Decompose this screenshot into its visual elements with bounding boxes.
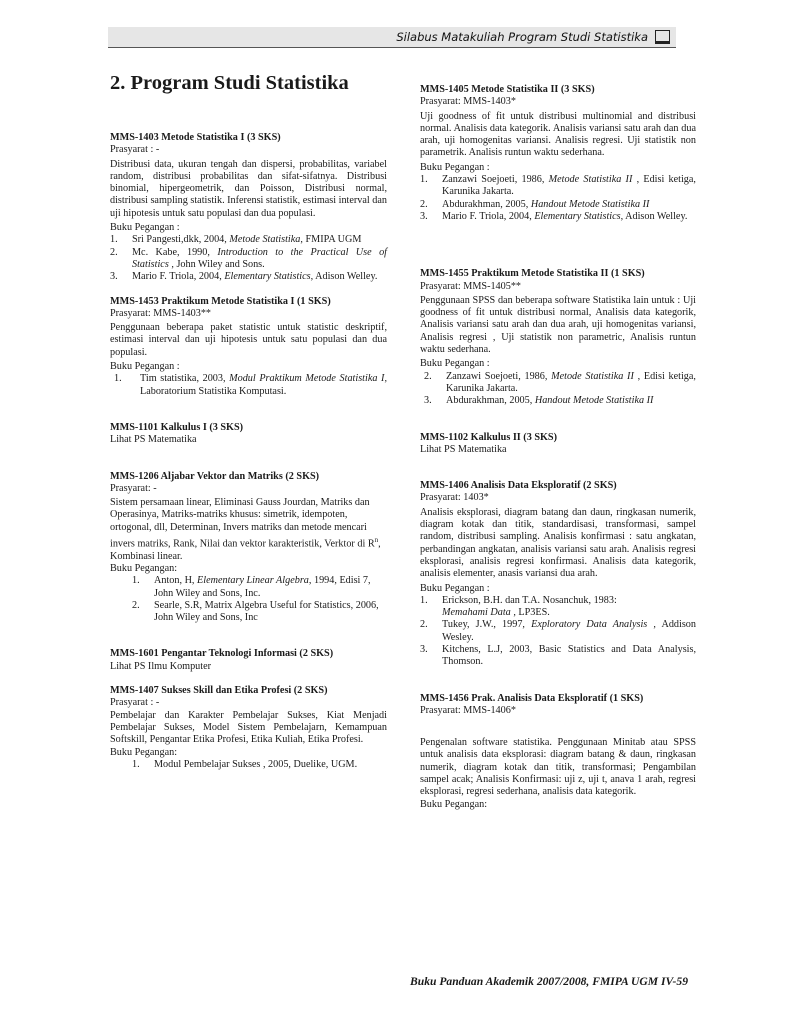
course-description: Pembelajar dan Karakter Pembelajar Sukses, Kiat Menjadi Pembelajar Sukses, Model Sistem Pembelajarn, Kemampuan Softskill, Pengantar Etika Profesi, Etika Kuliah, Etika Profesi. [110,709,387,746]
books-label: Buku Pegangan: [110,746,178,758]
course-mms-1406 [420,480,696,668]
course-mms-1407 [110,685,387,771]
course-title: MMS-1206 Aljabar Vektor dan Matriks (2 SKS) [110,470,320,482]
book-item [420,595,696,620]
page-footer: Buku Panduan Akademik 2007/2008, FMIPA UGM IV-59 [410,975,688,988]
book-title: Metode Statistika II [548,174,633,186]
course-title: MMS-1456 Prak. Analisis Data Eksploratif (1 SKS) [420,692,644,704]
book-publisher: Adison Welley. [623,210,688,222]
book-number: 3. [424,395,432,407]
book-list [420,371,696,408]
books-label: Buku Pegangan: [110,563,178,574]
course-title: MMS-1101 Kalkulus I (3 SKS) [110,421,244,433]
book-text: Searle, S.R, Matrix Algebra Useful for Statistics, 2006, John Wiley and Sons, Inc [154,599,379,624]
book-title: Elementary Statistics, [224,271,314,283]
course-mms-1601 [110,648,387,673]
book-title: Metode Statistika [229,234,301,246]
book-item [420,371,696,396]
right-column [420,84,696,811]
book-item [420,644,696,669]
book-number: 3. [420,210,428,222]
book-publisher: , Edisi ketiga, Karunika Jakarta. [446,370,696,394]
book-number: 1. [132,758,140,770]
book-title: Handout Metode Statistika II [530,198,650,210]
book-item [110,373,387,398]
course-prerequisite: Prasyarat: MMS-1403** [110,307,212,319]
course-prerequisite: Lihat PS Ilmu Komputer [110,660,212,672]
book-publisher: , Addison Wesley. [442,619,696,643]
course-description: Distribusi data, ukuran tengah dan dispersi, probabilitas, variabel random, distribusi probabilitas dan sifat-sifatnya. Distribusi binomial, hipergeometrik, dan Poisson, Distribusi normal, distribusi sampling statistik. Inferensi statistik, estimasi interval dan uji hipotesis untuk satu populasi dan dua populasi. [110,158,388,219]
course-description: Analisis eksplorasi, diagram batang dan daun, ringkasan numerik, diagram kotak dan titik, standardisasi, transformasi, sampel random, distribusi sampling. Analisis konfirmasi : satu angkatan, perbandingan angkatan, analisis variansi satu arah. Analisis regresi eksplorasi, analisis regresi konfirmasi. Analisis data kategorik, analisis elementer, anasis variansi dua arah. [420,506,696,580]
course-mms-1102 [420,432,696,457]
book-number: 2. [420,619,428,631]
description-text: , Kombinasi linear. [110,538,381,562]
book-publisher: , John Wiley and Sons. [168,258,265,270]
book-list [110,575,387,624]
header-title: Silabus Matakuliah Program Studi Statistika [396,30,648,44]
course-description: Penggunaan beberapa paket statistic untuk statistic deskriptif, estimasi interval dan uji hipotesis untuk satu populasi dan dua populasi. [110,322,387,358]
book-title: Handout Metode Statistika II [534,395,654,407]
book-author: Sri Pangesti,dkk, 2004, [132,234,230,246]
book-publisher: , LP3ES. [510,607,550,619]
book-title: Introduction to the Practical Use of Statistics [132,246,387,270]
course-title: MMS-1601 Pengantar Teknologi Informasi (2 SKS) [110,648,334,660]
course-title: MMS-1407 Sukses Skill dan Etika Profesi (2 SKS) [110,685,328,697]
book-publisher: Laboratorium Statistika Komputasi. [140,385,287,397]
book-number: 3. [420,643,428,655]
book-publisher: , 1994, Edisi 7, John Wiley and Sons, Inc. [154,575,371,599]
book-author: Anton, H, [154,575,198,587]
book-author: Mc. Kabe, 1990, [132,246,218,258]
course-mms-1456 [420,693,696,811]
book-author: Erickson, B.H. dan T.A. Nosanchuk, 1983: [442,594,617,606]
book-number: 2. [132,599,140,611]
books-label: Buku Pegangan: [420,798,488,810]
book-title: Memahami Data [442,607,511,619]
course-description: Uji goodness of fit untuk distribusi multinomial and distribusi normal. Analisis data kategorik. Analisis variansi satu arah dan dua arah, uji homogenitas variansi. Analisis regresi. Uji statistik non parametrik. Analisis runtun waktu sederhana. [420,110,696,159]
course-mms-1453 [110,296,387,398]
course-title: MMS-1405 Metode Statistika II (3 SKS) [420,84,595,95]
course-prerequisite: Prasyarat: 1403* [420,492,489,504]
laptop-icon [655,30,670,44]
book-publisher: , Edisi ketiga, Karunika Jakarta. [442,174,696,198]
course-mms-1405 [420,84,696,223]
book-number: 2. [420,198,428,210]
book-item [110,234,387,246]
book-number: 1. [110,234,118,246]
book-item [110,247,387,272]
book-item [110,575,387,600]
course-title: MMS-1102 Kalkulus II (3 SKS) [420,431,557,443]
book-number: 1. [420,594,428,606]
book-list [110,234,387,283]
running-header [108,27,676,48]
book-author: Zanzawi Soejoeti, 1986, [446,370,552,382]
book-author: Zanzawi Soejoeti, 1986, [442,174,549,186]
book-list [110,373,387,398]
book-number: 1. [114,373,122,385]
book-number: 1. [132,575,140,587]
book-text: Modul Pembelajar Sukses , 2005, Duelike, UGM. [154,758,358,770]
book-title: Exploratory Data Analysis [531,619,648,631]
course-title: MMS-1455 Praktikum Metode Statistika II (1 SKS) [420,268,645,280]
book-publisher: , FMIPA UGM [300,234,362,246]
course-description [110,497,387,563]
course-prerequisite: Prasyarat : - [110,697,160,709]
book-item [420,199,696,211]
course-prerequisite: Prasyarat: MMS-1405** [420,280,522,292]
book-author: Mario F. Triola, 2004, [132,271,225,283]
book-number: 2. [110,246,118,258]
course-prerequisite: Prasyarat: - [110,482,157,494]
book-list [110,759,387,771]
left-column [110,72,387,771]
description-text: Sistem persamaan linear, Eliminasi Gauss Jourdan, Matriks dan Operasinya, Matriks-matriks khusus: simetrik, idempoten, ortogonal, dll, Determinan, Invers matriks dan metode mencari invers matriks, Rank, Nilai dan vektor karakteristik, Verktor di R [110,497,375,550]
course-mms-1206 [110,471,387,625]
book-author: Tukey, J.W., 1997, [442,619,532,631]
superscript: n [374,536,379,545]
course-description: Penggunaan SPSS dan beberapa software Statistika lain untuk : Uji goodness of fit untuk distribusi normal, Analisis data kategorik, Analisis variansi satu arah dan dua arah, uji homogenitas variansi, Analisis regresi , Uji statistik non parametric, Analisis runtun waktu sederhana. [420,294,696,356]
book-publisher: Adison Welley. [313,271,378,283]
course-title: MMS-1406 Analisis Data Eksploratif (2 SKS) [420,480,617,492]
course-prerequisite: Prasyarat : - [110,144,160,156]
book-author: Abdurakhman, 2005, [446,395,535,407]
books-label: Buku Pegangan : [420,358,490,370]
book-number: 2. [424,370,432,382]
book-author: Mario F. Triola, 2004, [442,210,535,222]
page-title: 2. Program Studi Statistika [110,72,349,94]
book-title: Metode Statistika II [551,370,634,382]
course-prerequisite: Prasyarat: MMS-1406* [420,704,516,716]
course-title: MMS-1453 Praktikum Metode Statistika I (1 SKS) [110,295,331,307]
book-list [420,174,696,223]
course-mms-1101 [110,422,387,447]
course-prerequisite: Lihat PS Matematika [420,443,507,455]
book-author: Abdurakhman, 2005, [442,198,531,210]
book-title: Elementary Linear Algebra [197,575,309,587]
course-title: MMS-1403 Metode Statistika I (3 SKS) [110,132,281,143]
book-list [420,595,696,669]
book-number: 3. [110,271,118,283]
book-item [110,600,387,625]
book-item [420,395,696,407]
books-label: Buku Pegangan : [110,361,180,373]
course-description: Pengenalan software statistika. Penggunaan Minitab atau SPSS untuk analisis data eksplorasi: diagram batang & daun, ringkasan numerik, diagram kotak dan titik, transformasi; Pengambilan sampel acak; Analisis Konfirmasi: uji z, uji t, anava 1 arah, regresi eksplorasi, regresi sederhana, analisis data kategorik. [420,737,696,798]
course-mms-1403 [110,132,387,284]
book-item [420,174,696,199]
book-item [420,211,696,223]
course-mms-1455 [420,268,696,407]
book-author: Tim statistika, 2003, [140,373,230,385]
books-label: Buku Pegangan : [420,161,490,173]
books-label: Buku Pegangan : [110,222,180,234]
book-item [420,619,696,644]
book-item [110,759,387,771]
book-item [110,271,387,283]
book-title: Elementary Statistics, [534,210,624,222]
books-label: Buku Pegangan : [420,582,490,594]
course-prerequisite: Prasyarat: MMS-1403* [420,96,516,108]
book-text: Kitchens, L.J, 2003, Basic Statistics and Data Analysis, Thomson. [442,643,696,668]
book-title: Modul Praktikum Metode Statistika I, [229,373,387,385]
course-prerequisite: Lihat PS Matematika [110,434,197,446]
book-number: 1. [420,174,428,186]
